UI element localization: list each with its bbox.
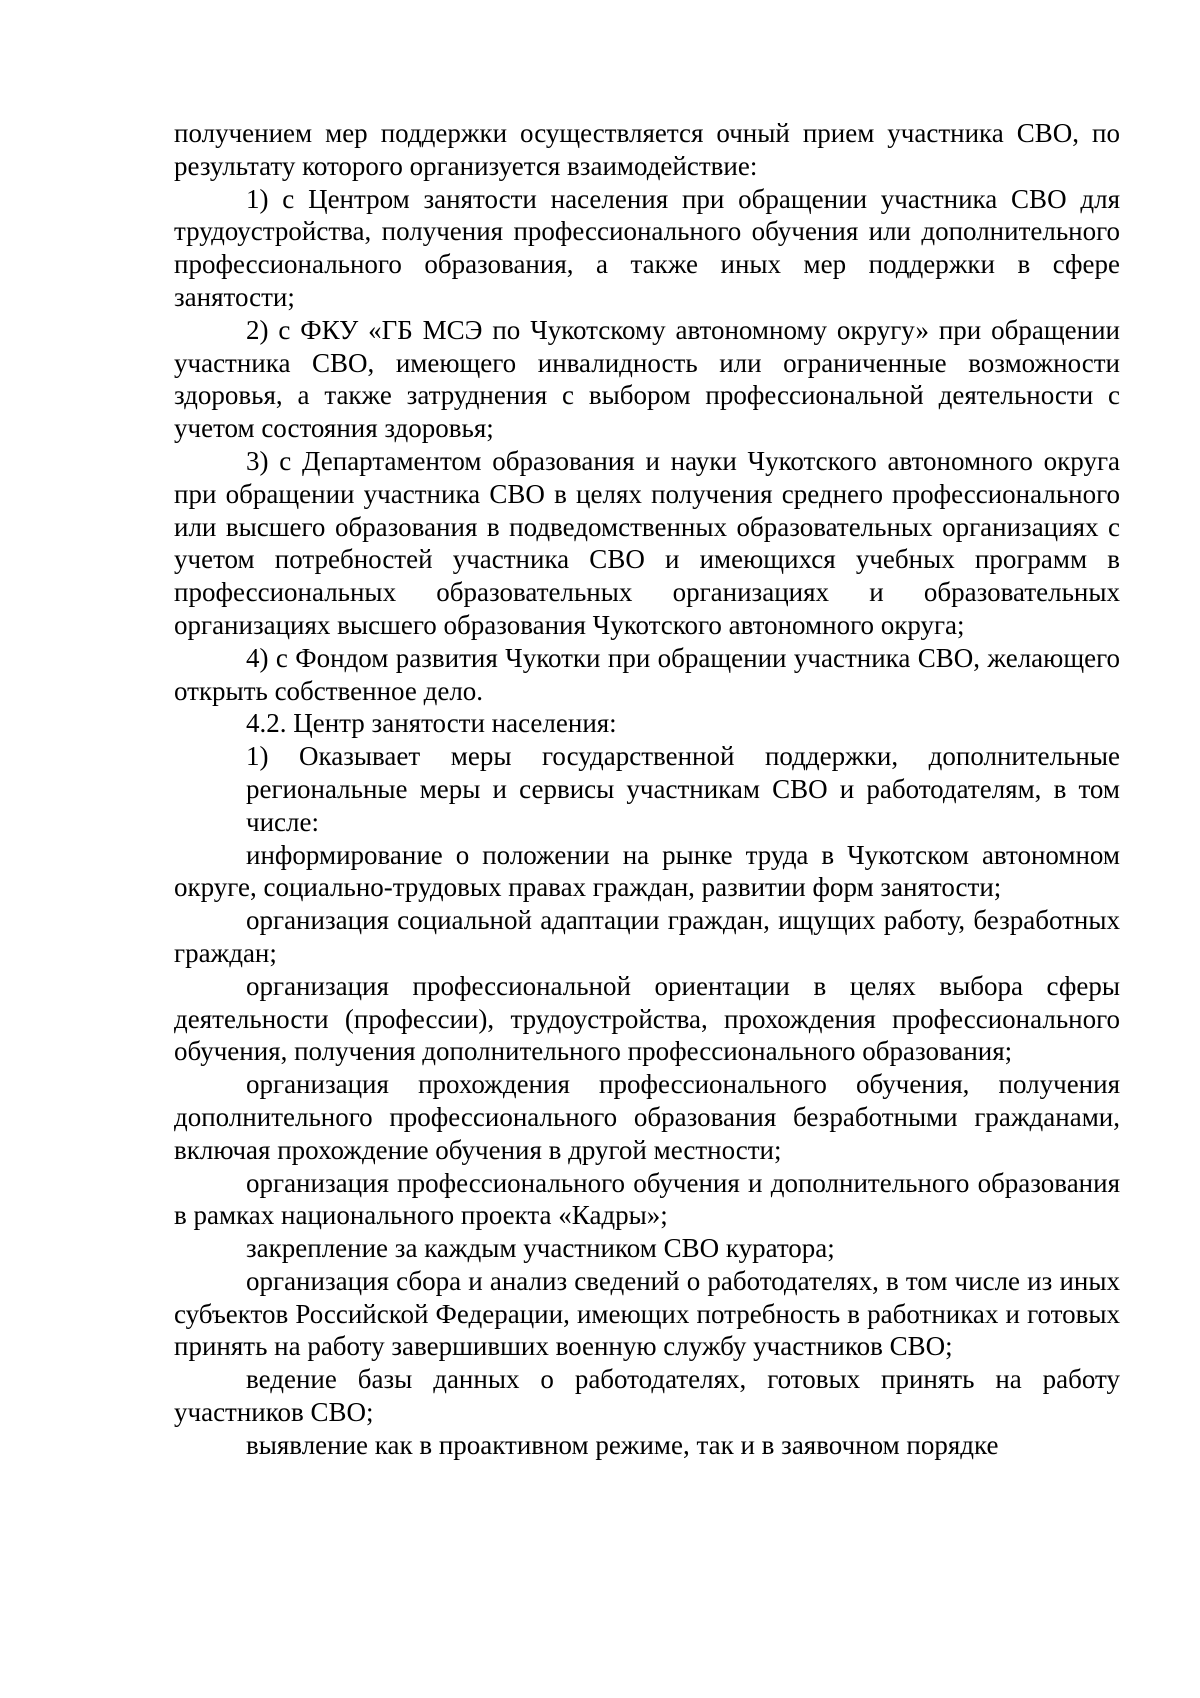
paragraph-career-orientation: организация профессиональной ориентации в целях выбора сферы деятельности (профессии), трудоустройства, прохождения профессионального обучения, получения дополнительного профессионального образования; — [174, 970, 1120, 1067]
paragraph-informing: информирование о положении на рынке труда в Чукотском автономном округе, социально-трудовых правах граждан, развитии форм занятости; — [174, 839, 1120, 903]
list-item-medical-expertise: 2) с ФКУ «ГБ МСЭ по Чукотскому автономному округу» при обращении участника СВО, имеющего инвалидность или ограниченные возможности здоровья, а также затруднения с выбором профессиональной деятельности с учетом состояния здоровья; — [174, 314, 1120, 444]
list-item-development-fund: 4) с Фондом развития Чукотки при обращении участника СВО, желающего открыть собственное дело. — [174, 642, 1120, 706]
paragraph-employer-database: ведение базы данных о работодателях, готовых принять на работу участников СВО; — [174, 1364, 1120, 1428]
paragraph-identification: выявление как в проактивном режиме, так и в заявочном порядке — [246, 1429, 999, 1460]
paragraph-continuation: получением мер поддержки осуществляется очный прием участника СВО, по результату которого организуется взаимодействие: — [174, 118, 1120, 181]
list-item-support-measures: 1) Оказывает меры государственной поддержки, дополнительные региональные меры и сервисы участникам СВО и работодателям, в том числе: — [246, 741, 1120, 837]
paragraph-training: организация прохождения профессионального обучения, получения дополнительного профессионального образования безработными гражданами, включая прохождение обучения в другой местности; — [174, 1069, 1120, 1165]
paragraph-employer-data: организация сбора и анализ сведений о работодателях, в том числе из иных субъектов Российской Федерации, имеющих потребность в работниках и готовых принять на работу завершивших военную службу участников СВО; — [174, 1265, 1120, 1362]
paragraph-social-adaptation: организация социальной адаптации граждан, ищущих работу, безработных граждан; — [174, 905, 1120, 968]
document-body — [174, 117, 1120, 1462]
section-heading: 4.2. Центр занятости населения: — [246, 708, 617, 739]
list-item-employment-center: 1) с Центром занятости населения при обращении участника СВО для трудоустройства, получения профессионального обучения или дополнительного профессионального образования, а также иных мер поддержки в сфере занятости; — [174, 183, 1120, 312]
list-item-education-department: 3) с Департаментом образования и науки Чукотского автономного округа при обращении участника СВО в целях получения среднего профессионального или высшего образования в подведомственных образовательных организациях с учетом потребностей участника СВО и имеющихся учебных программ в профессиональных образовательных организациях и образовательных организациях высшего образования Чукотского автономного округа; — [174, 445, 1120, 640]
paragraph-national-project: организация профессионального обучения и дополнительного образования в рамках национального проекта «Кадры»; — [174, 1167, 1120, 1231]
paragraph-curator: закрепление за каждым участником СВО куратора; — [246, 1233, 835, 1264]
